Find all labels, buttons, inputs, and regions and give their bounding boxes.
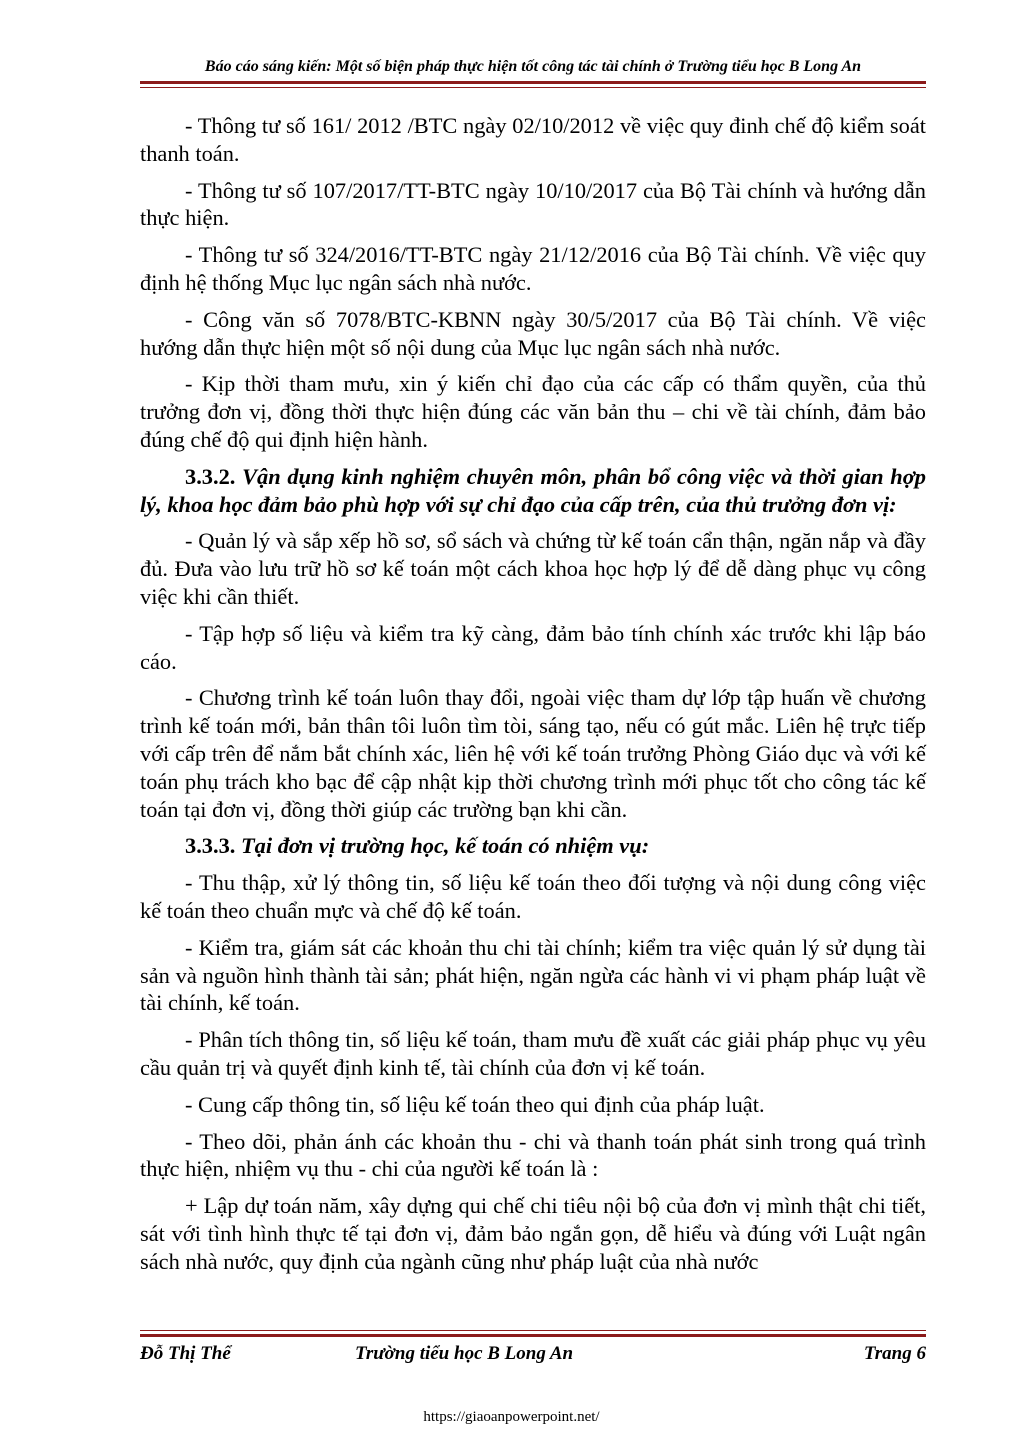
paragraph: + Lập dự toán năm, xây dựng qui chế chi tiêu nội bộ của đơn vị mình thật chi tiết, sát với tình hình thực tế tại đơn vị, đảm bảo ngắn gọn, dễ hiểu và đúng với Luật ngân sách nhà nước, quy định của ngành cũng như pháp luật của nhà nước [140,1193,926,1274]
section-number: 3.3.2. [185,463,236,489]
section-title: Tại đơn vị trường học, kế toán có nhiệm vụ: [241,833,650,859]
paragraph: - Thông tư số 161/ 2012 /BTC ngày 02/10/2012 về việc quy đinh chế độ kiểm soát thanh toán. [140,113,926,166]
header-rule-thin [140,87,926,88]
page-footer [140,1343,926,1367]
footer-school: Trường tiểu học B Long An [355,1343,574,1364]
section-title: Vận dụng kinh nghiệm chuyên môn, phân bổ công việc và thời gian hợp lý, khoa học đảm bảo phù hợp với sự chỉ đạo của cấp trên, của thủ trưởng đơn vị: [140,463,926,517]
paragraph: - Thông tư số 107/2017/TT-BTC ngày 10/10/2017 của Bộ Tài chính và hướng dẫn thực hiện. [140,177,926,231]
footer-rule-thin [140,1330,926,1331]
paragraph: - Theo dõi, phản ánh các khoản thu - chi và thanh toán phát sinh trong quá trình thực hiện, nhiệm vụ thu - chi của người kế toán là : [140,1128,926,1182]
paragraph: - Cung cấp thông tin, số liệu kế toán theo qui định của pháp luật. [185,1091,765,1117]
paragraph: - Thông tư số 324/2016/TT-BTC ngày 21/12/2016 của Bộ Tài chính. Về việc quy định hệ thống Mục lục ngân sách nhà nước. [140,242,926,295]
paragraph: - Quản lý và sắp xếp hồ sơ, sổ sách và chứng từ kế toán cẩn thận, ngăn nắp và đầy đủ. Đưa vào lưu trữ hồ sơ kế toán một cách khoa học hợp lý để dễ dàng phục vụ công việc khi cần thiết. [140,528,926,609]
watermark-url: https://giaoanpowerpoint.net/ [423,1409,600,1425]
paragraph: - Công văn số 7078/BTC-KBNN ngày 30/5/2017 của Bộ Tài chính. Về việc hướng dẫn thực hiện một số nội dung của Mục lục ngân sách nhà nước. [140,306,926,360]
section-heading-3-3-2 [140,463,926,519]
section-heading-3-3-3 [140,832,926,860]
footer-author: Đỗ Thị Thể [140,1343,231,1364]
paragraph: - Kịp thời tham mưu, xin ý kiến chỉ đạo của các cấp có thẩm quyền, của thủ trưởng đơn vị, đồng thời thực hiện đúng các văn bản thu – chi về tài chính, đảm bảo đúng chế độ qui định hiện hành. [140,371,926,452]
running-header: Báo cáo sáng kiến: Một số biện pháp thực hiện tốt công tác tài chính ở Trường tiểu học B Long An [204,58,862,75]
paragraph: - Phân tích thông tin, số liệu kế toán, tham mưu đề xuất các giải pháp phục vụ yêu cầu quản trị và quyết định kinh tế, tài chính của đơn vị kế toán. [140,1027,926,1080]
paragraph: - Kiểm tra, giám sát các khoản thu chi tài chính; kiểm tra việc quản lý sử dụng tài sản và nguồn hình thành tài sản; phát hiện, ngăn ngừa các hành vi vi phạm pháp luật về tài chính, kế toán. [140,934,926,1016]
footer-rule [140,1334,926,1337]
document-body [140,112,926,1284]
paragraph: - Chương trình kế toán luôn thay đổi, ngoài việc tham dự lớp tập huấn về chương trình kế toán mới, bản thân tôi luôn tìm tòi, sáng tạo, nếu có gút mắc. Liên hệ trực tiếp với cấp trên để nắm bắt chính xác, liên hệ với kế toán trưởng Phòng Giáo dục và với kế toán phụ trách kho bạc để cập nhật kịp thời chương trình mới phục tốt cho công tác kế toán tại đơn vị, đồng thời giúp các trường bạn khi cần. [140,685,926,822]
footer-page-number: Trang 6 [863,1343,926,1364]
header-rule [140,81,926,84]
section-number: 3.3.3. [185,833,236,859]
paragraph: - Tập hợp số liệu và kiểm tra kỹ càng, đảm bảo tính chính xác trước khi lập báo cáo. [140,620,926,674]
paragraph: - Thu thập, xử lý thông tin, số liệu kế toán theo đối tượng và nội dung công việc kế toán theo chuẩn mực và chế độ kế toán. [140,870,926,923]
